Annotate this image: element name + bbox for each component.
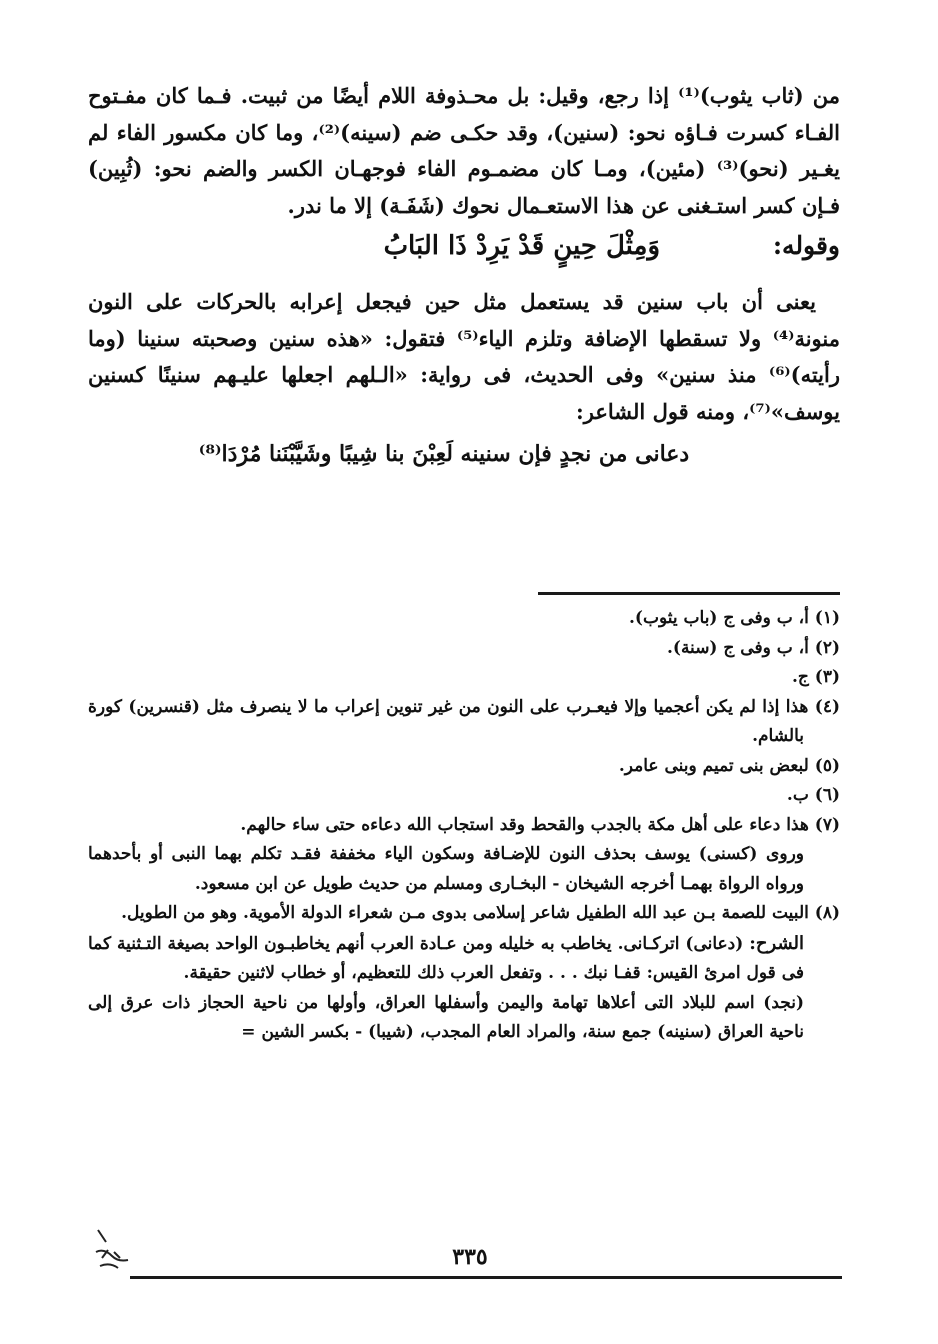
paragraph-2: يعنى أن باب سنين قد يستعمل مثل حين فيجعل إعرابه بالحركات على النون منونة⁽⁴⁾ ولا تسقطها الإضافة وتلزم الياء⁽⁵⁾ فتقول: «هذه سنين وصحبته سنينا (وما رأيته)⁽⁶⁾ منذ سنين» وفى الحديث، فى رواية: «الـلهم اجعلها عليـهم سنينًا كسنين يوسف»⁽⁷⁾، ومنه قول الشاعر: [88, 289, 840, 424]
footnote-3: (٣) ج. [791, 667, 840, 687]
footnote-1: (١) أ، ب وفى ج (باب يثوب). [628, 608, 840, 628]
bottom-rule [130, 1276, 842, 1279]
sharh-text: (دعانى) اتركـانى. يخاطب به خليله ومن عـادة العرب أنهم يخاطبـون الواحد بصيغة التـثنية كما فى قول امرئ القيس: قفـا نبك . . . وتفعل العرب ذلك للتعظيم، أو خطاب لاثنين حقيقة. [88, 933, 804, 983]
page-number: ٣٣٥ [452, 1244, 488, 1270]
footnotes [88, 604, 840, 1048]
footnote-4: (٤) هذا إذا لم يكن أعجميا وإلا فيعـرب على النون من غير تنوين إعراب ما لا ينصرف مثل (قنسرين) كورة بالشام. [88, 696, 840, 746]
corner-ornament-icon [92, 1222, 132, 1282]
main-text [88, 78, 840, 473]
poem-verse: دعانى من نجدٍ فإن سنينه لَعِبْنَ بنا شِيبًا وشَيَّبْنَنا مُرْدَا⁽⁸⁾ [198, 441, 690, 467]
verse-text: وَمِثْلَ حِينٍ قَدْ يَرِدْ ذَا البَابُ [383, 231, 660, 261]
verse-intro: وقوله: [772, 231, 840, 260]
footnote-2: (٢) أ، ب وفى ج (سنة). [666, 637, 840, 658]
sharh-paragraph [88, 929, 840, 989]
footnote-separator [538, 592, 840, 595]
footnote-7-continuation: وروى (كسنى) يوسف بحذف النون للإضـافة وسكون الياء مخففة فقـد تكلم بهما النبى أو بأحدهما ورواه الرواة بهمـا أخرجه الشيخان - البخـارى ومسلم من حديث طويل عن ابن مسعود. [88, 844, 804, 894]
verse-line [88, 228, 840, 270]
paragraph-1: من (ثاب يثوب)⁽¹⁾ إذا رجع، وقيل: بل محـذوفة اللام أيضًا من ثبيت. فـما كان مفـتوح الفـاء كسرت فـاؤه نحو: (سنين)، وقد حكـى ضم (سينه)⁽²⁾، وما كان مكسور الفاء لم يغـير (نحو)⁽³⁾ (مئين)، ومـا كان مضمـوم الفاء فوجهـان الكسر والضم نحو: (ثُبِين) فـإن كسر استـغنى عن هذا الاستعـمال نحوك (شَفَـة) إلا ما ندر. [88, 83, 841, 218]
footnote-8: (٨) البيت للصمة بـن عبد الله الطفيل شاعر إسلامى بدوى مـن شعراء الدولة الأموية. وهو من الطويل. [121, 903, 840, 923]
najd-paragraph: (نجد) اسم للبلاد التى أعلاها تهامة واليمن وأسفلها العراق، وأولها من ناحية الحجاز ذات عرق إلى ناحية العراق (سنينه) جمع سنة، والمراد العام المجدب، (شيبا) - بكسر الشين = [88, 992, 804, 1042]
footnote-5: (٥) لبعض بنى تميم وبنى عامر. [618, 755, 840, 776]
sharh-label: الشرح: [749, 932, 804, 954]
footnote-7: (٧) هذا دعاء على أهل مكة بالجدب والقحط وقد استجاب الله دعاءه حتى ساء حالهم. [240, 814, 840, 835]
footnote-6: (٦) ب. [786, 785, 840, 805]
